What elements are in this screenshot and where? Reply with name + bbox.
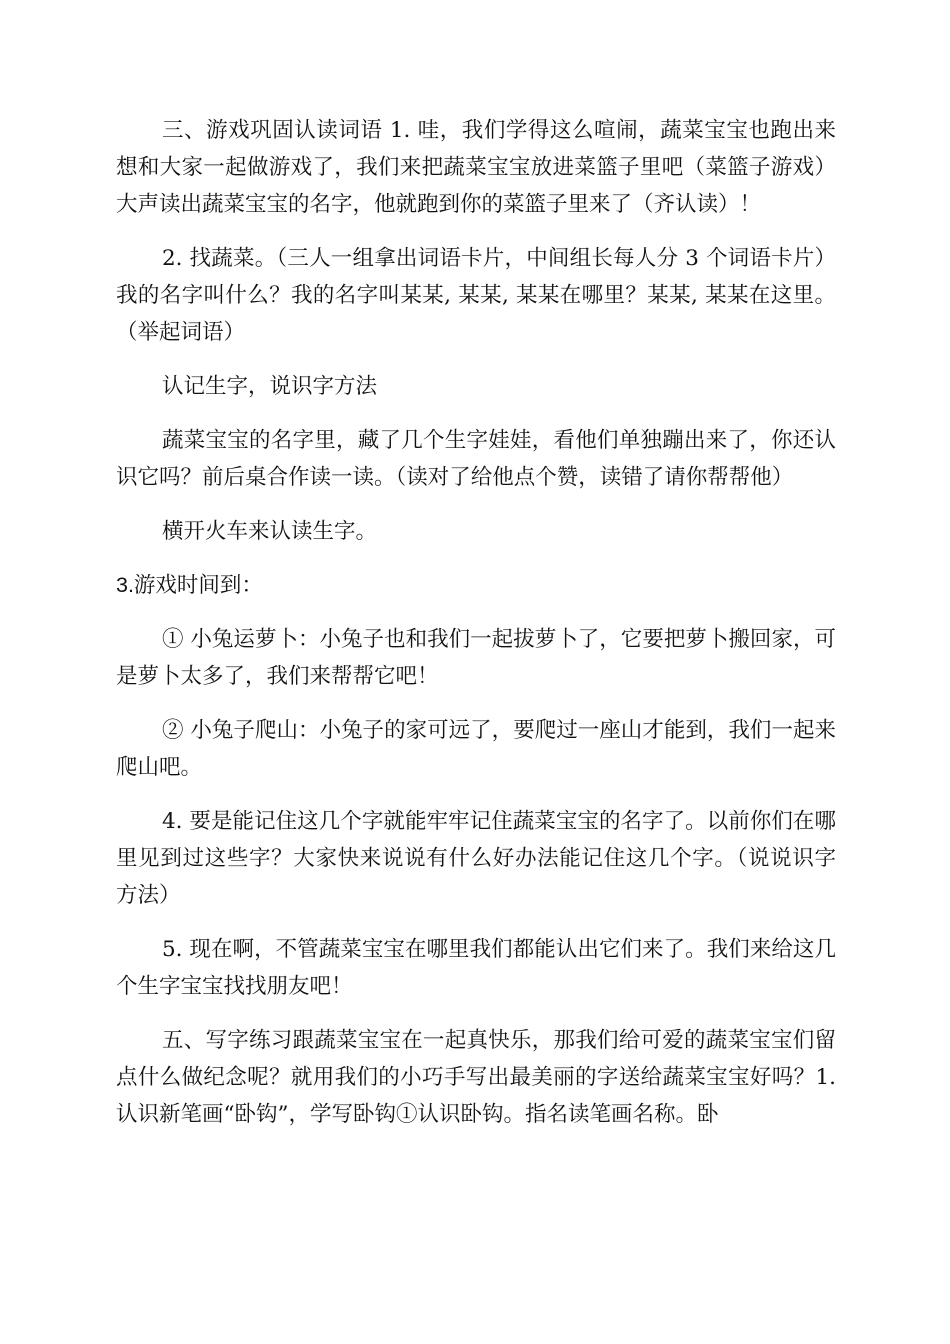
paragraph-memory-methods: 4. 要是能记住这几个字就能牢牢记住蔬菜宝宝的名字了。以前你们在哪里见到过这些字？大家快来说说有什么好办法能记住这几个字。（说说识字方法） (116, 809, 836, 908)
paragraph-writing-practice: 五、写字练习跟蔬菜宝宝在一起真快乐，那我们给可爱的蔬菜宝宝们留点什么做纪念呢？就用我们的小巧手写出最美丽的字送给蔬菜宝宝好吗？1. 认识新笔画“卧钩”，学写卧钩①认识卧钩。指名读笔画名称。卧 (116, 1028, 836, 1127)
paragraph-game-review: 三、游戏巩固认读词语 1. 哇，我们学得这么喧闹，蔬菜宝宝也跑出来想和大家一起做游戏了，我们来把蔬菜宝宝放进菜篮子里吧（菜篮子游戏）大声读出蔬菜宝宝的名字，他就跑到你的菜篮子里来了（齐认读）！ (116, 118, 836, 217)
paragraph-train-reading: 横开火车来认读生字。 (162, 519, 378, 544)
paragraph-find-friends: 5. 现在啊，不管蔬菜宝宝在哪里我们都能认出它们来了。我们来给这几个生字宝宝找找朋友吧！ (116, 937, 836, 999)
paragraph-rabbit-climbing: ② 小兔子爬山：小兔子的家可远了，要爬过一座山才能到，我们一起来爬山吧。 (116, 718, 836, 780)
paragraph-game-time: 3.游戏时间到： (116, 573, 263, 597)
paragraph-vegetable-names: 蔬菜宝宝的名字里，藏了几个生字娃娃，看他们单独蹦出来了，你还认识它吗？前后桌合作读一读。（读对了给他点个赞，读错了请你帮帮他） (116, 428, 836, 490)
document-body (116, 112, 836, 1150)
paragraph-rabbit-carrots: ① 小兔运萝卜：小兔子也和我们一起拔萝卜了，它要把萝卜搬回家，可是萝卜太多了，我们来帮帮它吧！ (116, 627, 836, 689)
paragraph-learn-characters-heading: 认记生字，说识字方法 (162, 374, 378, 399)
paragraph-find-vegetables: 2. 找蔬菜。（三人一组拿出词语卡片，中间组长每人分 3 个词语卡片）我的名字叫什么？我的名字叫某某, 某某, 某某在哪里？某某, 某某在这里。（举起词语） (116, 246, 836, 345)
